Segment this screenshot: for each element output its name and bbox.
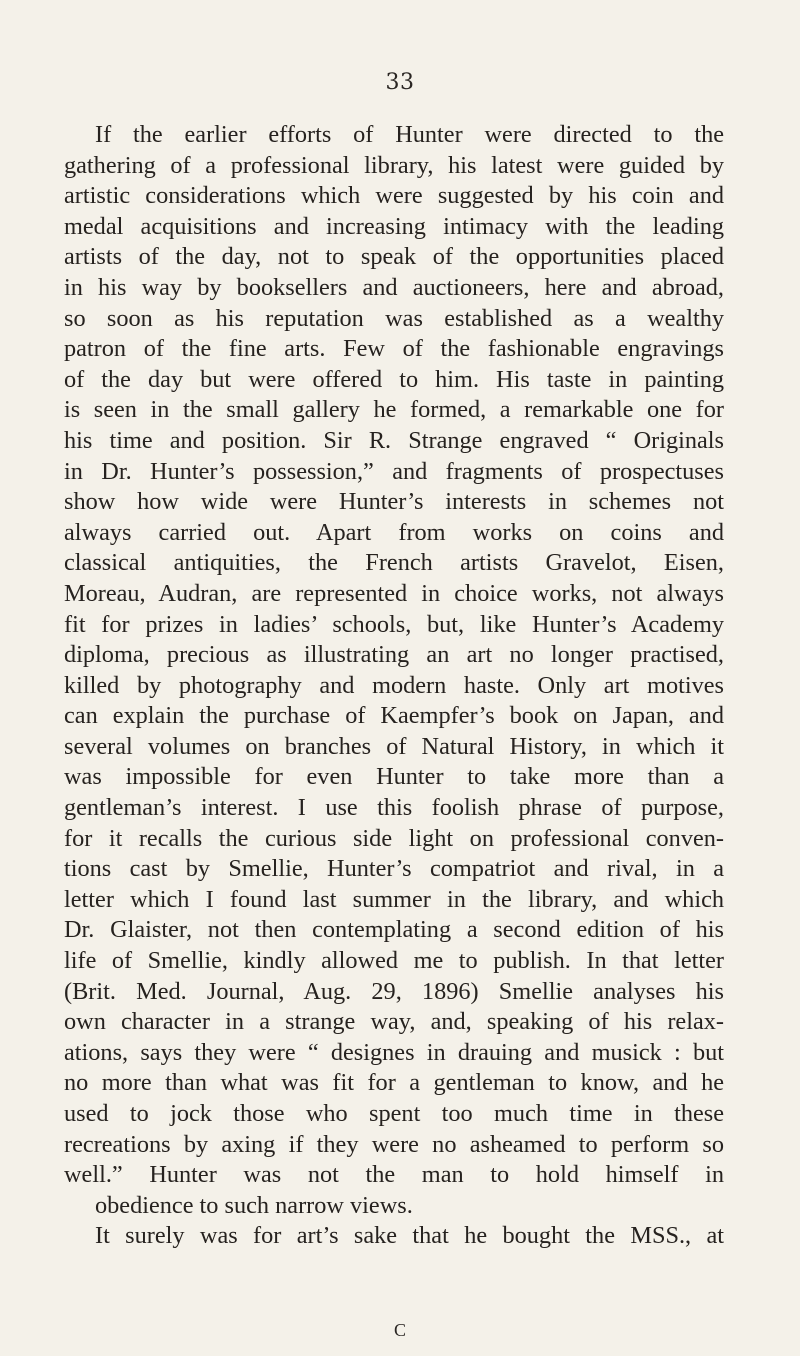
text-line: Moreau, Audran, are represented in choice works, not always [64,579,724,607]
text-line: obedience to such narrow views. [95,1191,413,1219]
signature-mark: C [393,1320,406,1340]
text-line: (Brit. Med. Journal, Aug. 29, 1896) Smellie analyses his [64,977,724,1005]
text-line: can explain the purchase of Kaempfer’s book on Japan, and [64,702,724,730]
text-line: artistic considerations which were suggested by his coin and [64,182,724,210]
text-line: several volumes on branches of Natural History, in which it [64,732,724,760]
text-line: patron of the fine arts. Few of the fashionable engravings [64,335,724,363]
text-line: classical antiquities, the French artists Gravelot, Eisen, [64,549,724,577]
text-line: in Dr. Hunter’s possession,” and fragments of prospectuses [64,457,724,485]
text-line: so soon as his reputation was established as a wealthy [64,304,724,332]
text-line: show how wide were Hunter’s interests in schemes not [64,488,724,516]
text-line: used to jock those who spent too much time in these [64,1100,724,1127]
text-line: letter which I found last summer in the library, and which [64,885,724,913]
text-line: in his way by booksellers and auctioneers, here and abroad, [64,273,724,301]
text-line: always carried out. Apart from works on coins and [64,518,724,546]
text-line: well.” Hunter was not the man to hold himself in [64,1161,724,1189]
text-line: no more than what was fit for a gentleman to know, and he [64,1069,724,1097]
text-line: for it recalls the curious side light on professional conven- [64,824,724,852]
text-line: artists of the day, not to speak of the opportunities placed [64,243,724,271]
text-line: of the day but were offered to him. His taste in painting [64,365,724,393]
text-line: It surely was for art’s sake that he bought the MSS., at [95,1222,724,1250]
text-line: Dr. Glaister, not then contemplating a second edition of his [64,916,724,944]
text-line: fit for prizes in ladies’ schools, but, like Hunter’s Academy [64,610,724,638]
text-line: own character in a strange way, and, speaking of his relax- [64,1008,724,1036]
text-line: diploma, precious as illustrating an art no longer practised, [64,641,724,669]
text-line: was impossible for even Hunter to take more than a [64,763,724,791]
text-line: life of Smellie, kindly allowed me to publish. In that letter [64,947,724,975]
text-line: ations, says they were “ designes in drauing and musick : but [64,1038,724,1066]
body-text [64,120,724,1252]
text-line: his time and position. Sir R. Strange engraved “ Originals [64,426,724,454]
text-line: If the earlier efforts of Hunter were directed to the [95,121,724,148]
page-number: 33 [385,70,415,95]
text-line: tions cast by Smellie, Hunter’s compatriot and rival, in a [64,855,724,883]
text-line: gentleman’s interest. I use this foolish phrase of purpose, [64,794,724,822]
text-line: is seen in the small gallery he formed, a remarkable one for [64,396,724,424]
text-line: killed by photography and modern haste. Only art motives [64,671,724,699]
text-line: gathering of a professional library, his latest were guided by [64,151,724,179]
text-line: recreations by axing if they were no asheamed to perform so [64,1130,724,1158]
text-line: medal acquisitions and increasing intimacy with the leading [64,212,724,240]
